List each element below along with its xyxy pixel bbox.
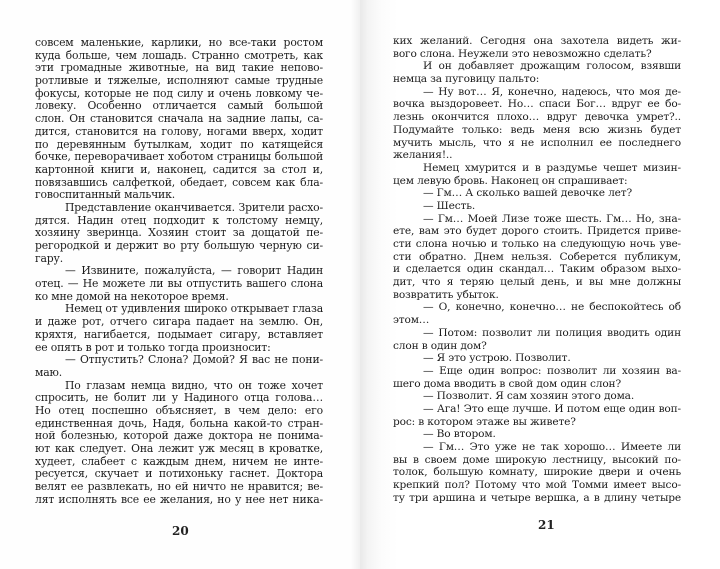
text-line: цем левую бровь. Наконец он спрашивает:	[393, 174, 628, 187]
text-line: — Потом: позволит ли полиция вводить один	[423, 326, 681, 339]
text-line: дятся. Надин отец подходит к толстому немцу,	[35, 213, 323, 227]
text-line: и даже рот, отчего сигара падает на землю. Он,	[35, 315, 323, 329]
left-page	[0, 0, 358, 569]
text-line: фокусы, которые не под силу и очень ловкому че-	[35, 86, 323, 100]
text-line: — Ну вот… Я, конечно, надеюсь, что моя де-	[423, 85, 681, 98]
text-line: слон в один дом?	[393, 339, 487, 352]
text-line: — Извините, пожалуйста, — говорит Надин	[65, 264, 323, 278]
text-line: — Шесть.	[423, 199, 476, 212]
text-line: — Гм… Это уже не так хорошо… Имеете ли	[423, 441, 681, 453]
text-line: эти громадные животные, на вид такие непово-	[35, 61, 323, 75]
text-line: единственная дочь, Надя, больна какой-то стран-	[35, 416, 323, 430]
text-line: — Отпустить? Слона? Домой? Я вас не пони-	[65, 353, 323, 367]
text-line: слон. Он становится сначала на задние лапы, са-	[35, 112, 323, 126]
page-number-left: 20	[172, 524, 189, 538]
text-line: худеет, слабеет с каждым днем, ничем не инте-	[35, 454, 323, 468]
text-line: — Ага! Это еще лучше. И потом еще один воп-	[423, 402, 681, 415]
text-line: желания!..	[393, 149, 453, 162]
text-line: ее опять в рот и только тогда произносит:	[35, 340, 271, 354]
text-line: Подумайте только: ведь меня всю жизнь будет	[393, 123, 681, 136]
text-line: кряхтя, нагибается, подымает сигару, вставляет	[35, 327, 323, 341]
text-line: Немец от удивления широко открывает глаза	[65, 302, 323, 316]
text-line: маю.	[35, 365, 63, 379]
text-line: возвратить убыток.	[393, 288, 499, 301]
page-number-right: 21	[538, 518, 555, 532]
text-line: — Еще один вопрос: позволит ли хозяин ва-	[423, 364, 681, 377]
right-page-text	[393, 35, 681, 504]
text-line: ротливые и тяжелые, исполняют самые трудные	[35, 74, 323, 88]
text-line: дится, становится на голову, ногами вверх, ходит	[35, 124, 323, 138]
right-page	[358, 0, 720, 569]
text-line: этом…	[393, 314, 430, 327]
text-line: спросить, не болит ли у Надиного отца голова…	[35, 391, 323, 405]
text-line: Но отец поспешно объясняет, в чем дело: его	[35, 403, 323, 417]
text-line: ту три аршина и четыре вершка, а в длину четыре	[393, 491, 681, 504]
text-line: по деревянным бутылкам, ходит по катящейся	[35, 137, 323, 151]
text-line: лят исполнять все ее желания, но у нее нет ника-	[35, 492, 323, 506]
text-line: крепкий пол? Потому что мой Томми имеет высо-	[393, 479, 681, 492]
text-line: — Гм… Моей Лизе тоже шесть. Гм… Но, зна-	[423, 212, 681, 225]
text-line: — О, конечно, конечно… не беспокойтесь об	[423, 301, 681, 314]
text-line: совсем маленькие, карлики, но все-таки ростом	[35, 36, 323, 49]
text-line: Немец хмурится и в раздумье чешет мизин-	[423, 161, 681, 174]
text-line: — Гм… А сколько вашей девочке лет?	[423, 187, 633, 200]
text-line: и сделается один скандал… Таким образом выхо-	[393, 263, 681, 276]
text-line: немца за пуговицу пальто:	[393, 73, 540, 86]
text-line: гару.	[35, 251, 64, 265]
text-line: Представление оканчивается. Зрители расхо-	[65, 200, 323, 214]
text-line: ловеку. Особенно отличается самый большой	[35, 99, 323, 113]
text-line: По глазам немца видно, что он тоже хочет	[65, 378, 323, 392]
text-line: ют как следует. Она лежит уж месяц в кроватке,	[35, 442, 323, 455]
text-line: — Я это устрою. Позволит.	[423, 352, 571, 365]
book-spine	[350, 0, 360, 569]
text-line: вого слона. Неужели это невозможно сделать?	[393, 47, 652, 60]
left-page-text	[35, 37, 323, 506]
text-line: лезнь окончится плохо… вдруг девочка умрет?..	[393, 111, 681, 124]
text-line: говоспитанный мальчик.	[35, 188, 175, 202]
text-line: ете, вам это будет дорого стоить. Придется приве-	[393, 225, 681, 238]
text-line: сти слона ночью и только на следующую ночь уве-	[393, 238, 681, 250]
text-line: картонной книги и, наконец, садится за стол и,	[35, 162, 323, 176]
text-line: рос: в котором этаже вы живете?	[393, 415, 576, 428]
text-line: ресуется, скучает и потихоньку гаснет. Доктора	[35, 467, 323, 481]
text-line: ких желаний. Сегодня она захотела видеть жи-	[393, 35, 681, 47]
text-line: — Во втором.	[423, 428, 496, 441]
text-line: мучить мысль, что я не исполнил ее последнего	[393, 136, 681, 149]
text-line: шего дома вводить в свой дом один слон?	[393, 377, 621, 390]
text-line: вы в своем доме широкую лестницу, высокий по-	[393, 453, 681, 466]
text-line: куда больше, чем лошадь. Странно смотреть, как	[35, 48, 323, 62]
text-line: дит, что я теряю целый день, и вы мне должны	[393, 276, 681, 289]
text-line: отец. — Не можете ли вы отпустить вашего слона	[35, 277, 323, 291]
text-line: ко мне домой на некоторое время.	[35, 289, 229, 303]
text-line: повязавшись салфеткой, обедает, совсем как бла-	[35, 175, 323, 189]
text-line: бочке, переворачивает хоботом страницы большой	[35, 150, 323, 164]
text-line: И он добавляет дрожащим голосом, взявши	[423, 60, 681, 73]
text-line: регородкой и держит во рту большую черную си-	[35, 239, 323, 252]
text-line: — Позволит. Я сам хозяин этого дома.	[423, 390, 635, 403]
text-line: велят ее развлекать, но ей ничто не нравится; ве-	[35, 480, 323, 494]
text-line: толок, большую комнату, широкие двери и очень	[393, 466, 681, 479]
text-line: хозяину зверинца. Хозяин стоит за дощатой пе-	[35, 226, 323, 240]
text-line: сти обратно. Днем нельзя. Соберется публикум,	[393, 250, 681, 263]
text-line: ной болезнью, которой даже доктора не понима-	[35, 429, 323, 443]
text-line: вочка выздоровеет. Но… спаси Бог… вдруг ее бо-	[393, 98, 681, 111]
